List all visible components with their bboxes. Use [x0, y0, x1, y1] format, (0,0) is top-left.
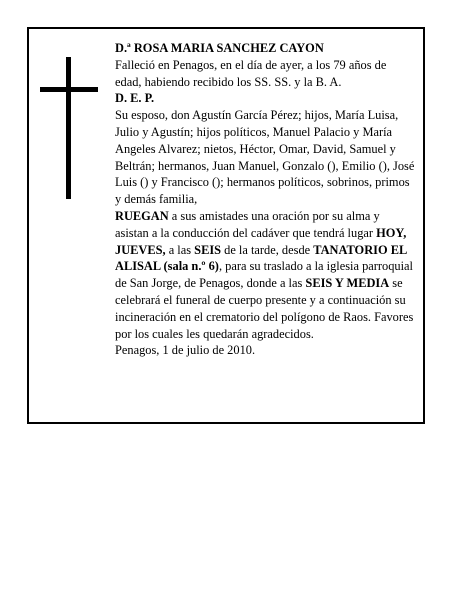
obituary-notice — [27, 27, 425, 424]
death-announcement: Falleció en Penagos, en el día de ayer, a los 79 años de edad, habiendo recibido los SS. SS. y la B. A. — [115, 57, 387, 89]
family-list: Su esposo, don Agustín García Pérez; hijos, María Luisa, Julio y Agustín; hijos políticos, Manuel Palacio y María Angeles Alvarez; nietos, Héctor, Omar, David, Samuel y Beltrán; hermanos, Juan Manuel, Gonzalo (), Emilio (), José Luis () y Francisco (); hermanos políticos, sobrinos, primos y demás familia, — [115, 108, 415, 207]
dateline: Penagos, 1 de julio de 2010. — [115, 343, 256, 358]
at-the-text: a las — [165, 242, 195, 257]
day-text: HOY, JUEVES, — [115, 225, 407, 257]
cross-horizontal-bar — [40, 87, 98, 92]
request-text: a sus amistades una oración por su alma y asistan a la conducción del cadáver que tendrá lugar — [115, 208, 380, 240]
funeral-time-text: SEIS Y MEDIA — [305, 276, 390, 291]
ceremony-details — [115, 208, 415, 342]
ruegan-text: RUEGAN — [115, 208, 169, 223]
cross-icon — [40, 57, 98, 199]
notice-body — [115, 40, 415, 359]
cross-vertical-bar — [66, 57, 71, 199]
time-text: SEIS — [194, 242, 222, 257]
transfer-text: , para su traslado a la iglesia parroquial de San Jorge, de Penagos, donde a las — [115, 259, 413, 291]
venue-text: TANATORIO EL ALISAL (sala n.º 6) — [115, 242, 407, 274]
from-text: de la tarde, desde — [221, 242, 314, 257]
dep-line: D. E. P. — [115, 91, 155, 106]
deceased-name: D.ª ROSA MARIA SANCHEZ CAYON — [115, 41, 324, 55]
funeral-text: se celebrará el funeral de cuerpo presente y a continuación su incineración en el crematorio del polígono de Raos. Favores por los cuales les quedarán agradecidos. — [115, 276, 414, 341]
